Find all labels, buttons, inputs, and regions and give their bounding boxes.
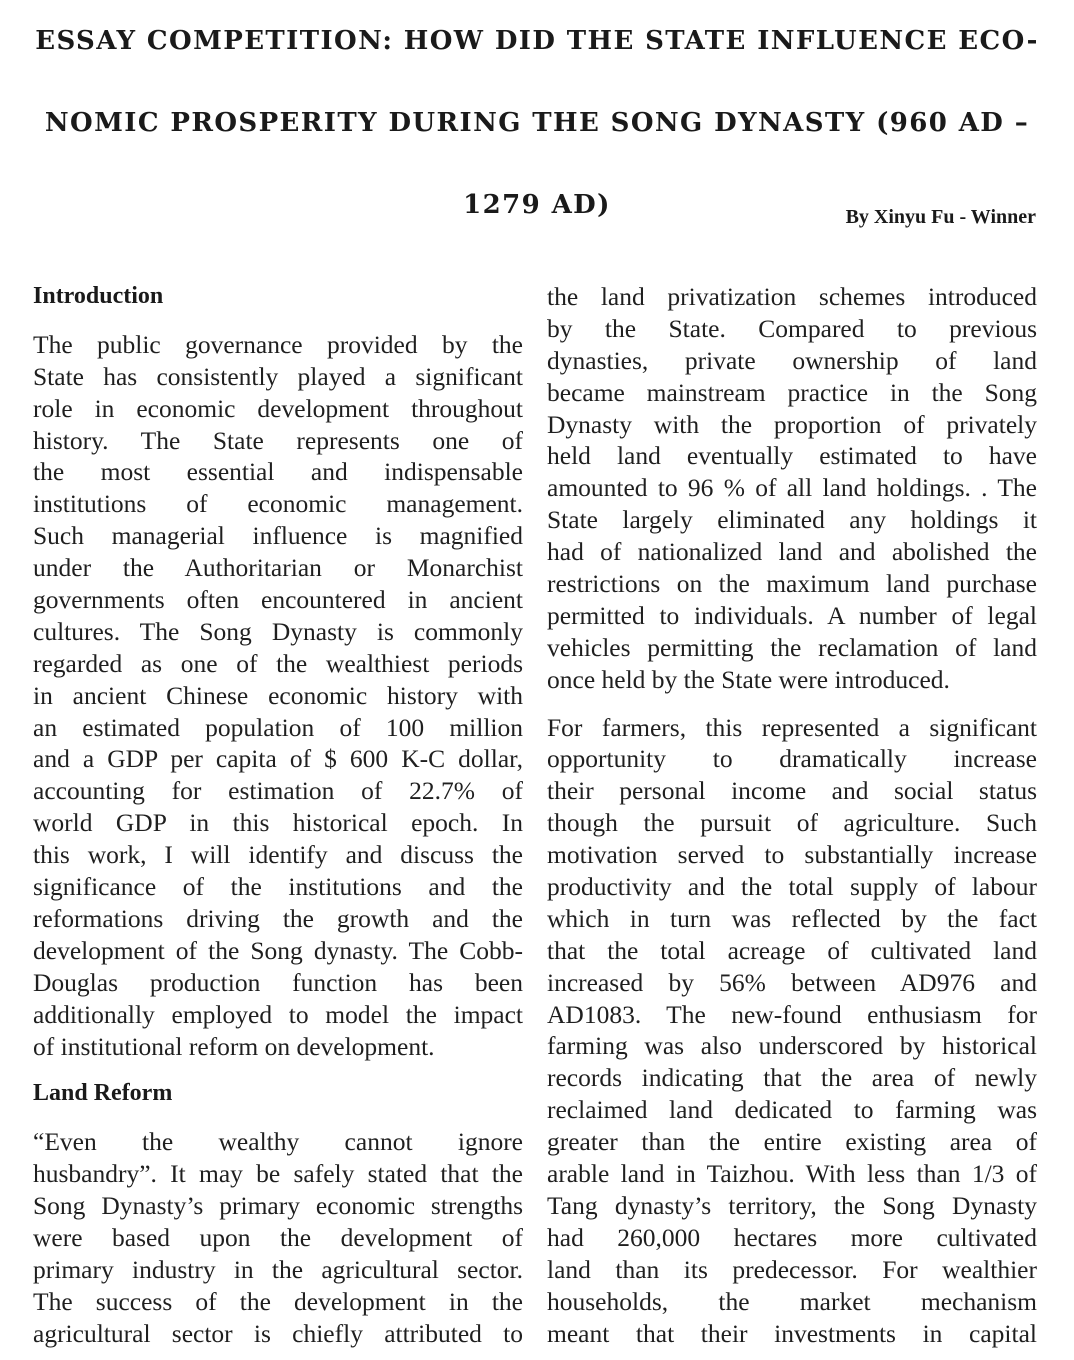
introduction-heading: Introduction: [33, 283, 164, 309]
text-line: State largely eliminated any holdings it: [547, 505, 1037, 535]
text-line: and a GDP per capita of $ 600 K-C dollar,: [33, 744, 523, 774]
text-line: Such managerial influence is magnified: [33, 521, 523, 551]
text-line: though the pursuit of agriculture. Such: [547, 808, 1037, 838]
text-line: the most essential and indispensable: [33, 457, 523, 487]
left-column: [33, 281, 523, 1350]
text-line: permitted to individuals. A number of legal: [547, 600, 1037, 630]
text-line: agricultural sector is chiefly attributed to: [33, 1318, 523, 1348]
text-line: land than its predecessor. For wealthier: [547, 1254, 1037, 1284]
text-line: “Even the wealthy cannot ignore: [33, 1127, 523, 1157]
text-line: reclaimed land dedicated to farming was: [547, 1095, 1037, 1125]
text-line: of institutional reform on development.: [33, 1031, 435, 1061]
text-line: had 260,000 hectares more cultivated: [547, 1222, 1037, 1252]
text-line: records indicating that the area of newly: [547, 1063, 1037, 1093]
text-line: role in economic development throughout: [33, 393, 523, 423]
text-line: greater than the entire existing area of: [547, 1127, 1037, 1157]
text-line: once held by the State were introduced.: [547, 664, 950, 694]
text-line: farming was also underscored by historical: [547, 1031, 1037, 1061]
title-line-1: ESSAY COMPETITION: HOW DID THE STATE INFLUENCE ECO-: [35, 26, 1039, 56]
text-line: by the State. Compared to previous: [547, 313, 1037, 343]
text-line: arable land in Taizhou. With less than 1/3 of: [547, 1159, 1037, 1189]
author-byline: By Xinyu Fu - Winner: [845, 206, 1036, 228]
text-line: The success of the development in the: [33, 1286, 523, 1316]
text-line: under the Authoritarian or Monarchist: [33, 553, 523, 583]
text-line: held land eventually estimated to have: [547, 441, 1037, 471]
text-line: additionally employed to model the impact: [33, 999, 523, 1029]
introduction-paragraph: [33, 329, 523, 1062]
text-line: reformations driving the growth and the: [33, 903, 523, 933]
text-line: institutions of economic management.: [33, 489, 523, 519]
text-line: history. The State represents one of: [33, 425, 523, 455]
text-line: Douglas production function has been: [33, 967, 523, 997]
farmers-paragraph: [547, 712, 1037, 1350]
title-line-3: 1279 AD): [463, 190, 611, 220]
text-line: significance of the institutions and the: [33, 872, 523, 902]
text-line: productivity and the total supply of labour: [547, 872, 1037, 902]
text-line: restrictions on the maximum land purchase: [547, 569, 1037, 599]
text-line: For farmers, this represented a significant: [547, 712, 1037, 742]
text-line: The public governance provided by the: [33, 329, 523, 359]
text-line: were based upon the development of: [33, 1222, 523, 1252]
text-line: their personal income and social status: [547, 776, 1037, 806]
text-line: the land privatization schemes introduced: [547, 282, 1037, 311]
text-line: cultures. The Song Dynasty is commonly: [33, 616, 523, 646]
text-line: State has consistently played a significant: [33, 361, 523, 391]
land-reform-heading: Land Reform: [33, 1080, 173, 1107]
text-line: development of the Song dynasty. The Cobb-: [33, 935, 523, 965]
text-line: amounted to 96 % of all land holdings. . The: [547, 473, 1037, 503]
privatization-paragraph: [547, 281, 1037, 696]
text-line: Tang dynasty’s territory, the Song Dynasty: [547, 1190, 1037, 1220]
text-line: motivation served to substantially increase: [547, 840, 1037, 870]
text-line: vehicles permitting the reclamation of land: [547, 632, 1037, 662]
text-line: opportunity to dramatically increase: [547, 744, 1037, 774]
text-line: an estimated population of 100 million: [33, 712, 523, 742]
text-line: dynasties, private ownership of land: [547, 345, 1037, 375]
land-reform-paragraph: [33, 1126, 523, 1349]
text-line: accounting for estimation of 22.7% of: [33, 776, 523, 806]
right-column: [547, 281, 1037, 1349]
text-line: regarded as one of the wealthiest periods: [33, 648, 523, 678]
text-line: increased by 56% between AD976 and: [547, 967, 1037, 997]
text-line: Dynasty with the proportion of privately: [547, 409, 1037, 439]
text-line: meant that their investments in capital: [547, 1318, 1037, 1348]
text-line: this work, I will identify and discuss the: [33, 840, 523, 870]
text-line: households, the market mechanism: [547, 1286, 1037, 1316]
text-line: had of nationalized land and abolished the: [547, 537, 1037, 567]
text-line: AD1083. The new-found enthusiasm for: [547, 999, 1037, 1029]
text-line: that the total acreage of cultivated land: [547, 935, 1037, 965]
text-line: primary industry in the agricultural sector.: [33, 1254, 523, 1284]
text-line: which in turn was reflected by the fact: [547, 903, 1037, 933]
text-line: Song Dynasty’s primary economic strengths: [33, 1191, 523, 1221]
title-line-2: NOMIC PROSPERITY DURING THE SONG DYNASTY (960 AD –: [44, 108, 1030, 138]
text-line: world GDP in this historical epoch. In: [33, 808, 523, 838]
text-line: governments often encountered in ancient: [33, 585, 523, 615]
text-line: became mainstream practice in the Song: [547, 377, 1037, 407]
text-line: in ancient Chinese economic history with: [33, 680, 523, 710]
text-line: husbandry”. It may be safely stated that the: [33, 1159, 523, 1189]
